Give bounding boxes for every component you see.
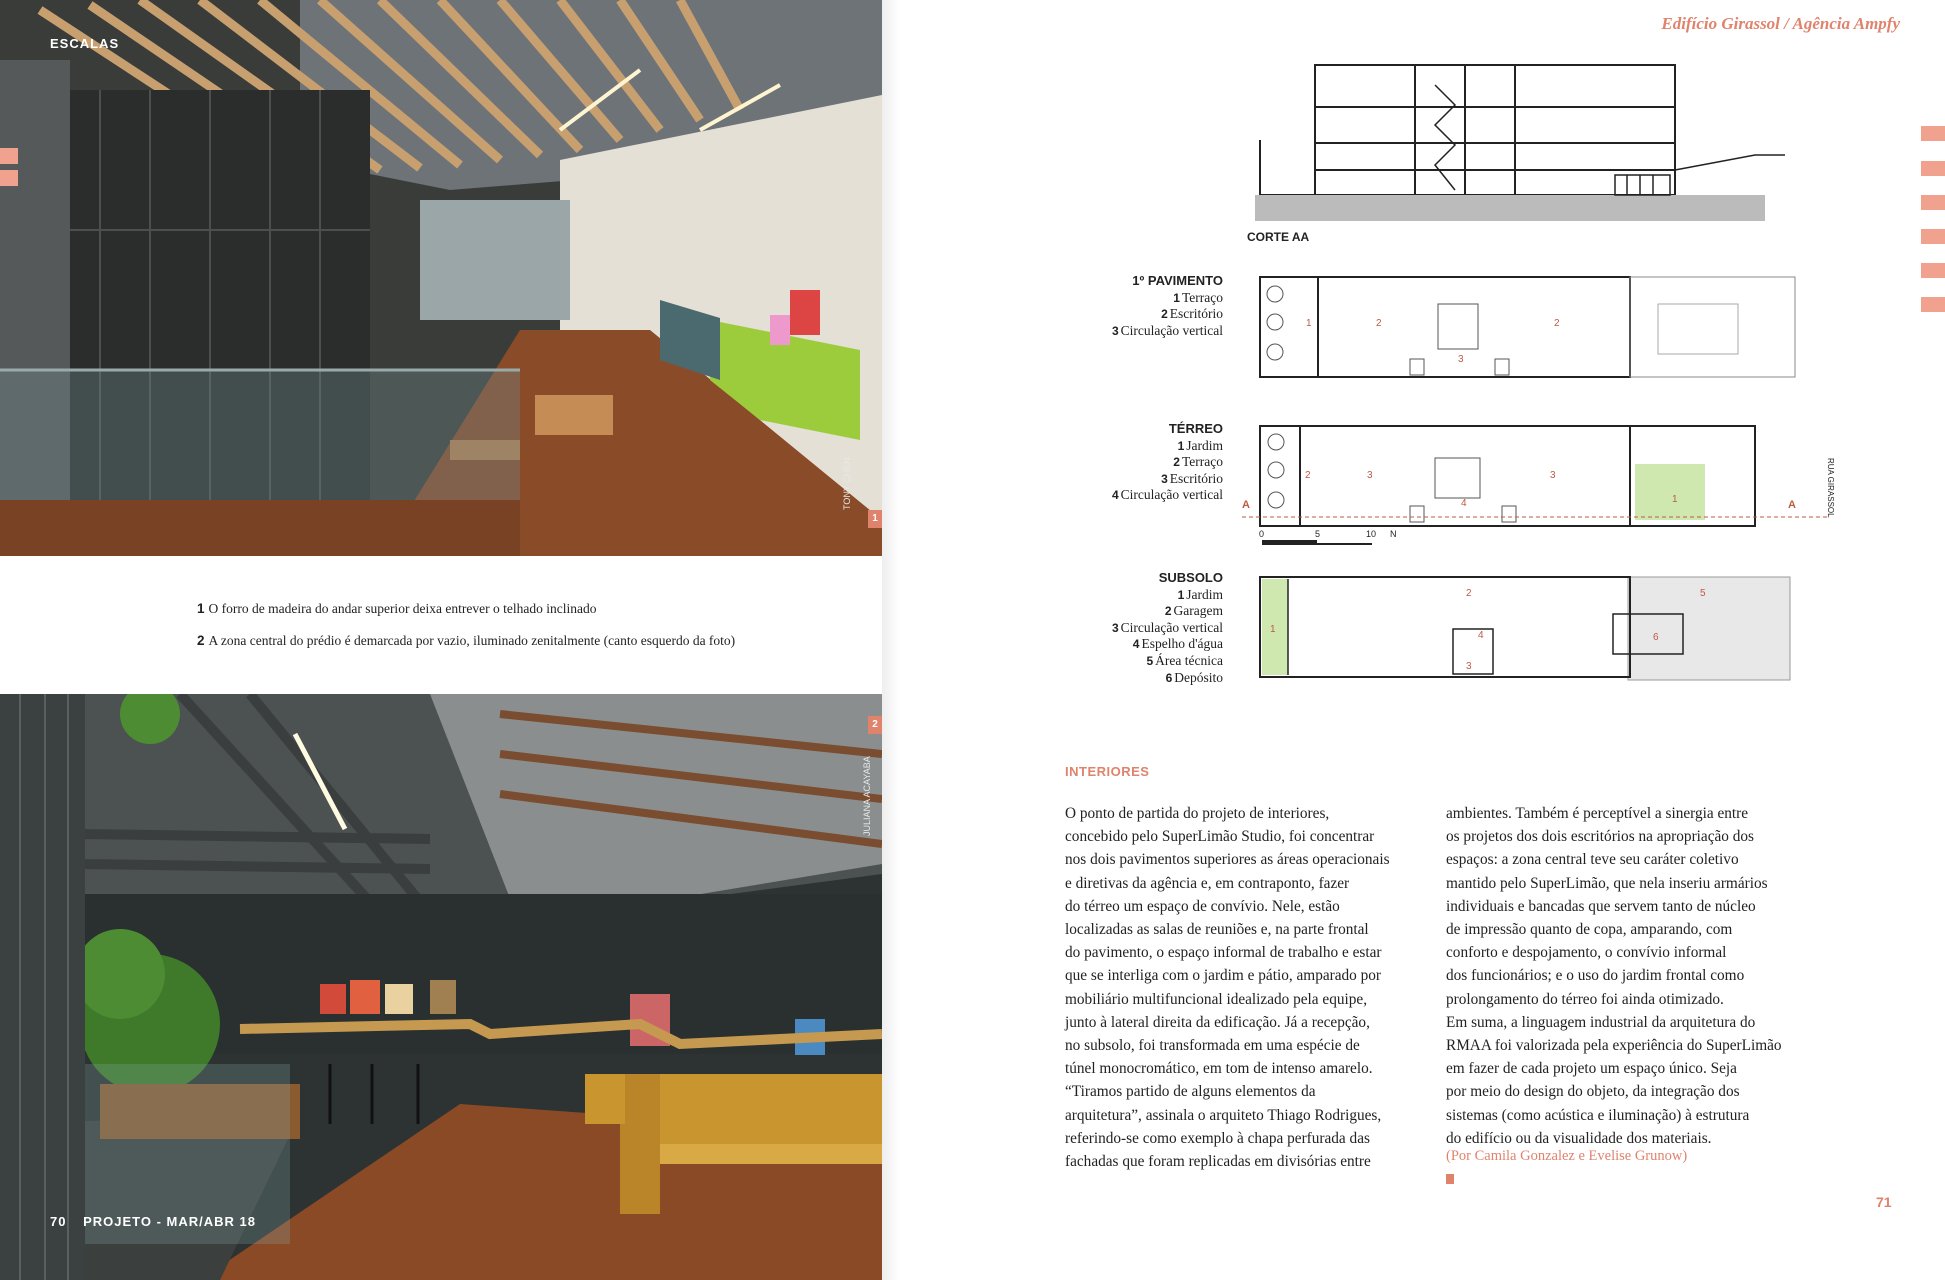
article-line: Em suma, a linguagem industrial da arquitetura do xyxy=(1446,1013,1756,1031)
left-edge-tab xyxy=(0,170,18,186)
north-arrow: N xyxy=(1390,529,1397,539)
legend-item: 1 Jardim xyxy=(1177,586,1223,602)
article-line: do térreo um espaço de convívio. Nele, estão xyxy=(1065,897,1340,915)
legend-item: 1 Jardim xyxy=(1177,437,1223,453)
legend-1st-floor xyxy=(1112,273,1223,339)
article-line: localizadas as salas de reuniões e, na parte frontal xyxy=(1065,921,1369,939)
svg-text:3: 3 xyxy=(1367,470,1373,481)
legend-item: 4 Circulação vertical xyxy=(1111,487,1223,503)
article-line: RMAA foi valorizada pela experiência do SuperLimão xyxy=(1446,1037,1782,1055)
caption-1 xyxy=(197,601,596,617)
legend-title: SUBSOLO xyxy=(1158,570,1223,585)
legend-item: 2 Escritório xyxy=(1161,306,1223,322)
article-line: prolongamento do térreo foi ainda otimizado. xyxy=(1446,990,1724,1008)
svg-text:2: 2 xyxy=(1554,318,1560,329)
article-heading: INTERIORES xyxy=(1065,764,1150,779)
plan-ground-floor xyxy=(1240,422,1840,552)
article-column-2 xyxy=(1446,802,1816,1150)
byline: (Por Camila Gonzalez e Evelise Grunow) xyxy=(1446,1148,1688,1164)
svg-text:2: 2 xyxy=(1466,588,1472,599)
photo-office-upper-floor xyxy=(0,0,882,556)
svg-text:6: 6 xyxy=(1653,632,1659,643)
legend-item: 3 Circulação vertical xyxy=(1111,322,1223,338)
article-line: de impressão quanto de copa, amparando, com xyxy=(1446,921,1733,939)
section-marker: A xyxy=(1242,499,1250,511)
article-line: e diretivas da agência e, em contraponto, fazer xyxy=(1065,874,1350,892)
page-number-left: 70 xyxy=(50,1214,67,1229)
legend-title: 1º PAVIMENTO xyxy=(1132,273,1223,288)
article-line: por meio do design do objeto, da integração dos xyxy=(1446,1083,1740,1101)
article-line: O ponto de partida do projeto de interiores, xyxy=(1065,805,1330,822)
svg-text:3: 3 xyxy=(1466,661,1472,672)
svg-text:4: 4 xyxy=(1478,630,1484,641)
street-label: RUA GIRASSOL xyxy=(1826,458,1835,518)
article-line: mobiliário multifuncional idealizado pela equipe, xyxy=(1065,990,1368,1008)
footer-left xyxy=(50,1214,256,1229)
article-line: fachadas que foram replicadas em divisórias entre xyxy=(1065,1153,1371,1171)
legend-item: 6 Depósito xyxy=(1165,669,1223,685)
section-marker: A xyxy=(1788,499,1796,511)
scale-label: 5 xyxy=(1315,529,1321,539)
caption-2 xyxy=(197,633,735,649)
article-line: os projetos dos dois escritórios na apropriação dos xyxy=(1446,828,1754,846)
plan-1st-floor xyxy=(1258,274,1798,380)
svg-text:4: 4 xyxy=(1461,498,1467,509)
scale-label: 0 xyxy=(1259,529,1265,539)
photo-number-badge: 2 xyxy=(868,716,882,734)
article-line: em fazer de cada projeto um espaço único. Seja xyxy=(1446,1060,1737,1078)
article-line: nos dois pavimentos superiores as áreas operacionais xyxy=(1065,851,1390,869)
svg-text:1: 1 xyxy=(1306,318,1312,329)
article-line: junto à lateral direita da edificação. Já a recepção, xyxy=(1065,1013,1370,1031)
caption-number: 2 xyxy=(197,633,205,648)
running-title: Edifício Girassol / Agência Ampfy xyxy=(1661,14,1900,33)
legend-basement xyxy=(1112,570,1223,686)
plan-basement xyxy=(1258,574,1798,684)
right-edge-tab xyxy=(1921,161,1945,176)
section-label: ESCALAS xyxy=(50,36,120,51)
magazine-issue: PROJETO - MAR/ABR 18 xyxy=(83,1214,256,1229)
legend-item: 1 Terraço xyxy=(1173,289,1223,305)
svg-text:3: 3 xyxy=(1458,354,1464,365)
page-number-right: 71 xyxy=(1876,1194,1892,1210)
svg-text:2: 2 xyxy=(1305,470,1311,481)
section-label: CORTE AA xyxy=(1247,230,1310,244)
article-line: arquitetura”, assinala o arquiteto Thiago Rodrigues, xyxy=(1065,1106,1382,1124)
article-line: referindo-se como exemplo à chapa perfurada das xyxy=(1065,1129,1370,1147)
section-drawing xyxy=(1255,55,1825,230)
page-gutter xyxy=(882,0,900,1280)
article-line: no subsolo, foi transformada em uma espécie de xyxy=(1065,1037,1360,1055)
end-mark xyxy=(1446,1174,1454,1184)
article-line: que se interliga com o jardim e pátio, amparado por xyxy=(1065,967,1382,985)
legend-item: 5 Área técnica xyxy=(1146,652,1223,668)
legend-item: 2 Garagem xyxy=(1164,603,1223,619)
right-edge-tab xyxy=(1921,297,1945,312)
svg-text:1: 1 xyxy=(1672,494,1678,505)
caption-text: A zona central do prédio é demarcada por vazio, iluminado zenitalmente (canto esquerdo da foto) xyxy=(208,633,736,648)
right-edge-tab xyxy=(1921,263,1945,278)
article-line: mantido pelo SuperLimão, que nela inseriu armários xyxy=(1446,874,1768,892)
legend-item: 2 Terraço xyxy=(1173,454,1223,470)
svg-text:3: 3 xyxy=(1550,470,1556,481)
article-line: túnel monocromático, em tom de intenso amarelo. xyxy=(1065,1060,1373,1078)
photo-credit: TONY CHEN xyxy=(842,457,852,510)
right-edge-tab xyxy=(1921,195,1945,210)
right-edge-tab xyxy=(1921,126,1945,141)
photo-credit: JULIANA ACAYABA xyxy=(862,756,872,836)
article-line: do pavimento, o espaço informal de trabalho e estar xyxy=(1065,944,1382,962)
svg-text:1: 1 xyxy=(1270,624,1276,635)
left-edge-tab xyxy=(0,148,18,164)
legend-item: 3 Circulação vertical xyxy=(1111,619,1223,635)
svg-text:5: 5 xyxy=(1700,588,1706,599)
article-line: conforto e despojamento, o convívio informal xyxy=(1446,944,1727,962)
article-line: do edifício ou da visualidade dos materiais. xyxy=(1446,1129,1712,1147)
article-line: concebido pelo SuperLimão Studio, foi concentrar xyxy=(1065,828,1375,846)
legend-item: 4 Espelho d'água xyxy=(1132,636,1223,652)
article-column-1 xyxy=(1065,802,1415,1173)
right-edge-tab xyxy=(1921,229,1945,244)
article-line: individuais e bancadas que servem tanto de núcleo xyxy=(1446,897,1756,915)
legend-title: TÉRREO xyxy=(1168,421,1223,436)
caption-text: O forro de madeira do andar superior deixa entrever o telhado inclinado xyxy=(208,601,597,616)
article-line: “Tiramos partido de alguns elementos da xyxy=(1065,1083,1316,1101)
article-line: ambientes. Também é perceptível a sinergia entre xyxy=(1446,805,1749,822)
legend-ground-floor xyxy=(1112,421,1223,504)
photo-number-badge: 1 xyxy=(868,510,882,528)
article-line: espaços: a zona central teve seu caráter coletivo xyxy=(1446,851,1739,869)
legend-item: 3 Escritório xyxy=(1161,470,1223,486)
scale-label: 10 xyxy=(1366,529,1377,539)
svg-text:2: 2 xyxy=(1376,318,1382,329)
caption-number: 1 xyxy=(197,601,205,616)
photo-ground-floor-lounge xyxy=(0,694,882,1280)
article-line: dos funcionários; e o uso do jardim frontal como xyxy=(1446,967,1745,985)
article-line: sistemas (como acústica e iluminação) à estrutura xyxy=(1446,1106,1750,1124)
